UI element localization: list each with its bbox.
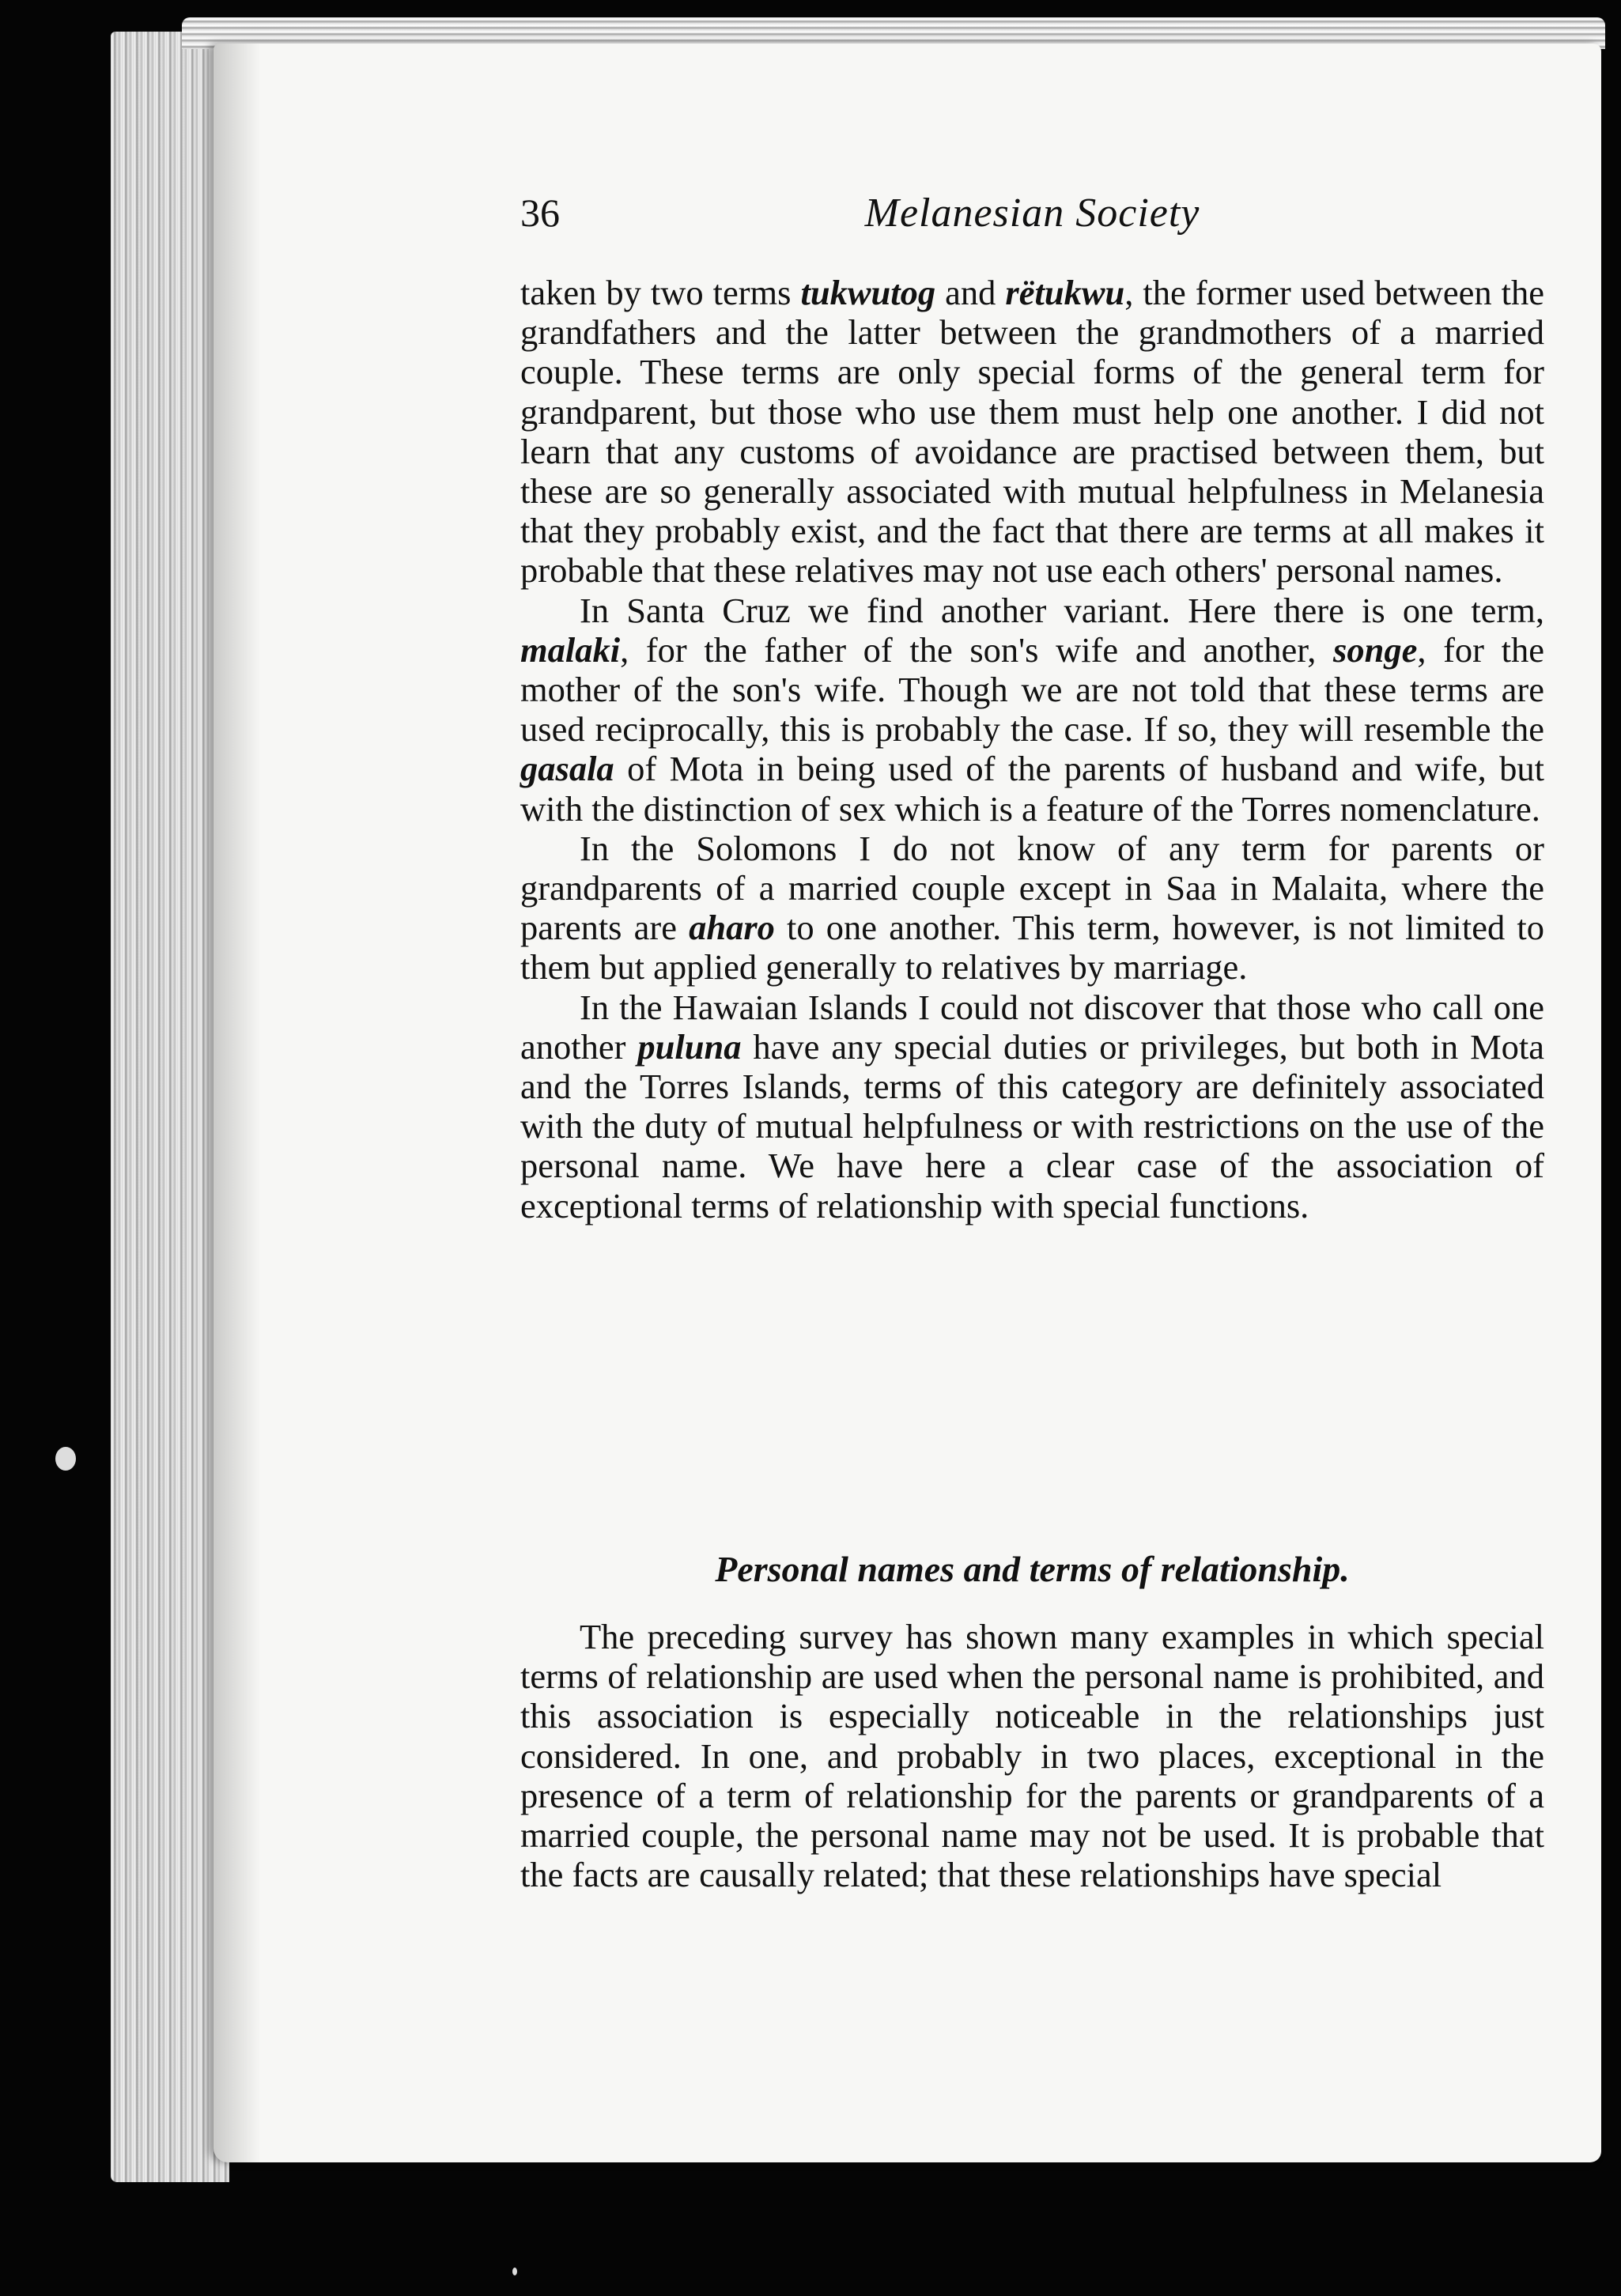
page-number: 36 [520, 191, 560, 235]
native-term: aharo [689, 908, 775, 948]
text-run: of Mota in being used of the parents of husband and wife, but with the distinction of sex which is a feature of the Torres nomenclature. [520, 749, 1544, 829]
text-run: to one another. This term, however, is not limited to them but applied generally to relatives by marriage. [520, 908, 1544, 988]
section-heading: Personal names and terms of relationship. [715, 1549, 1350, 1589]
paragraph [520, 591, 1544, 829]
body-text-before-heading [520, 273, 1544, 1225]
native-term: puluna [637, 1026, 742, 1067]
body-text-after-heading [520, 1617, 1544, 1894]
native-term: malaki [520, 629, 621, 670]
native-term: rëtukwu [1005, 273, 1125, 312]
native-term: gasala [520, 749, 614, 789]
text-run: The preceding survey has shown many examples in which special terms of relationship are used when the personal name is prohibited, and this association is especially noticeable in the relationships just considered. In one, and probably in two places, exceptional in the presence of a term of relationship for the parents or grandparents of a married couple, the personal name may not be used. It is probable that the facts are causally related; that these relationships have special [520, 1617, 1544, 1895]
text-run: In the Solomons I do not know of any term for parents or grandparents of a married couple except in Saa in Malaita, where the parents are [520, 828, 1544, 948]
paragraph [520, 829, 1544, 988]
gutter-shadow [213, 43, 261, 2162]
native-term: tukwutog [800, 273, 936, 312]
text-run: and [935, 273, 1006, 312]
text-run: , for the mother of the son's wife. Though we are not told that these terms are used reciprocally, this is probably the case. If so, they will resemble the [520, 629, 1544, 750]
dust-speck [55, 1447, 76, 1471]
native-term: songe [1333, 629, 1418, 670]
paragraph [520, 1617, 1544, 1894]
dust-speck [512, 2268, 517, 2275]
text-run: taken by two terms [520, 273, 801, 312]
page-edges-left [111, 32, 229, 2182]
paragraph [520, 988, 1544, 1225]
text-run: have any special duties or privileges, but both in Mota and the Torres Islands, terms of this category are definitely associated with the duty of mutual helpfulness or with restrictions on the use of the personal name. We have here a clear case of the association of exceptional terms of relationship with special functions. [520, 1026, 1544, 1225]
text-run: , the former used between the grandfathers and the latter between the grandmothers of a married couple. These terms are only special forms of the general term for grandparent, but those who use them must help one another. I did not learn that any customs of avoidance are practised between them, but these are so generally associated with mutual helpfulness in Melanesia that they probably exist, and the fact that there are terms at all makes it probable that these relatives may not use each others' personal names. [520, 273, 1544, 591]
text-run: In the Hawaian Islands I could not discover that those who call one another [520, 987, 1544, 1067]
paragraph [520, 273, 1544, 591]
text-run: In Santa Cruz we find another variant. Here there is one term, [580, 590, 1544, 630]
text-run: , for the father of the son's wife and another, [620, 629, 1334, 670]
running-title: Melanesian Society [864, 191, 1200, 236]
running-header [520, 190, 1544, 253]
